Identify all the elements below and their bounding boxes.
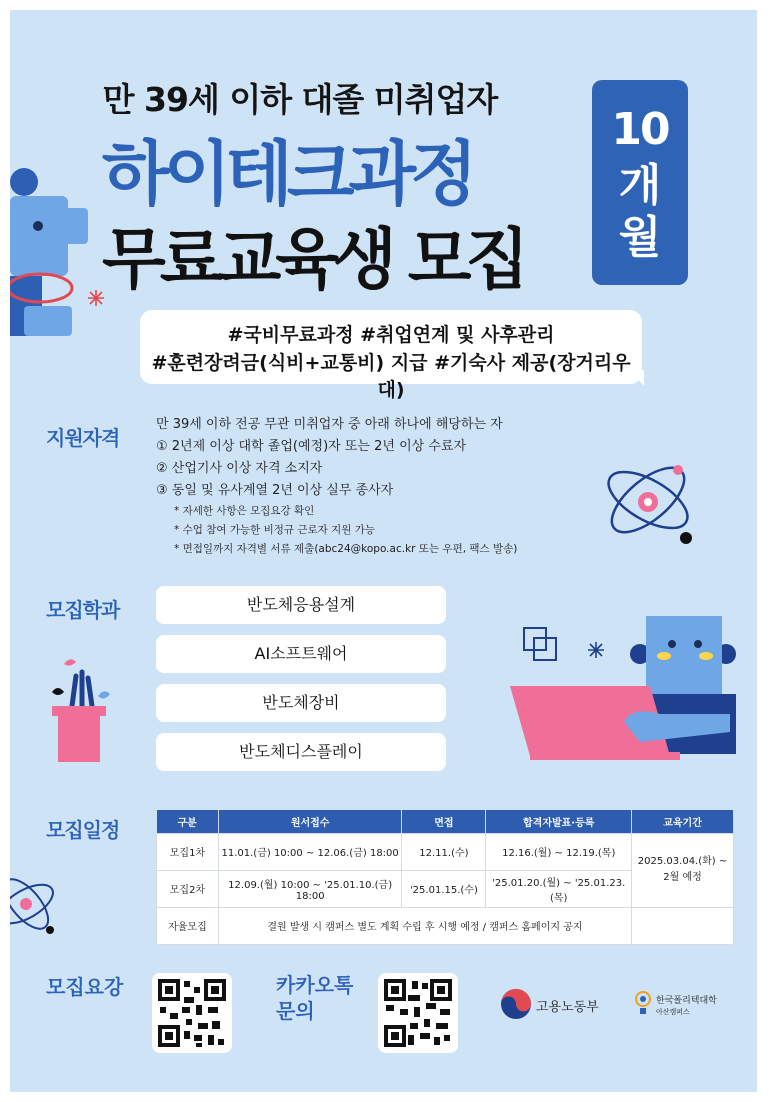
round-cell: 자율모집	[157, 907, 219, 944]
eligibility-body	[156, 414, 517, 559]
department-item: 반도체디스플레이	[156, 733, 446, 771]
table-header: 원서접수	[218, 810, 402, 833]
qr-code-icon	[152, 973, 232, 1053]
result-cell: '25.01.20.(월) ~ '25.01.23.(목)	[486, 870, 632, 907]
interview-cell: '25.01.15.(수)	[402, 870, 486, 907]
department-item: AI소프트웨어	[156, 635, 446, 673]
department-item: 반도체장비	[156, 684, 446, 722]
hashtag-bubble	[140, 310, 642, 401]
robot-character-left-illustration	[10, 160, 100, 350]
hashtag-line-1: #국비무료과정 #취업연계 및 사후관리	[227, 324, 555, 346]
round-cell: 모집2차	[157, 870, 219, 907]
apply-cell: 12.09.(월) 10:00 ~ '25.01.10.(금) 18:00	[218, 870, 402, 907]
atom-illustration	[598, 450, 698, 550]
ministry-logo-icon	[500, 988, 532, 1020]
table-header: 합격자발표·등록	[486, 810, 632, 833]
duration-unit: 개 월	[618, 160, 662, 263]
round-cell: 모집1차	[157, 833, 219, 870]
ministry-name: 고용노동부	[536, 1000, 599, 1015]
duration-number: 10	[611, 104, 669, 155]
kakao-qr-code[interactable]	[378, 973, 458, 1053]
college-name: 한국폴리텍대학 아산캠퍼스	[656, 996, 717, 1016]
eligibility-item: ③ 동일 및 유사계열 2년 이상 실무 종사자	[156, 483, 394, 498]
plant-pot-illustration	[46, 656, 116, 766]
schedule-table	[156, 810, 734, 945]
poster	[10, 10, 757, 1092]
hashtag-line-2: #훈련장려금(식비+교통비) 지급 #기숙사 제공(장거리우대)	[151, 352, 631, 401]
guide-qr-code[interactable]	[152, 973, 232, 1053]
table-row	[157, 907, 734, 944]
atom-small-illustration	[10, 860, 70, 950]
eligibility-note: * 수업 참여 가능한 비정규 근로자 지원 가능	[174, 524, 376, 536]
result-cell: 12.16.(월) ~ 12.19.(목)	[486, 833, 632, 870]
eligibility-item: ② 산업기사 이상 자격 소지자	[156, 461, 323, 476]
kakao-inquiry-label: 카카오톡 문의	[276, 973, 354, 1023]
bubble-tail	[630, 370, 644, 386]
duration-badge	[592, 80, 688, 285]
recruit-title: 무료교육생 모집	[102, 221, 524, 298]
eligibility-note: * 면접일까지 자격별 서류 제출(abc24@kopo.ac.kr 또는 우편, 팩스 발송)	[174, 543, 518, 555]
table-row	[157, 833, 734, 870]
table-header: 교육기간	[632, 810, 734, 833]
interview-cell: 12.11.(수)	[402, 833, 486, 870]
self-recruit-note: 결원 발생 시 캠퍼스 별도 계획 수립 후 시행 예정 / 캠퍼스 홈페이지 공지	[218, 907, 631, 944]
department-item: 반도체응용설계	[156, 586, 446, 624]
robot-laptop-illustration	[500, 606, 750, 766]
eligibility-item: ① 2년제 이상 대학 졸업(예정)자 또는 2년 이상 수료자	[156, 439, 467, 454]
eligibility-intro: 만 39세 이하 전공 무관 미취업자 중 아래 하나에 해당하는 자	[156, 417, 503, 432]
table-header: 구분	[157, 810, 219, 833]
apply-cell: 11.01.(금) 10:00 ~ 12.06.(금) 18:00	[218, 833, 402, 870]
departments-label: 모집학과	[46, 598, 120, 622]
eligibility-label: 지원자격	[46, 426, 120, 450]
qr-code-icon	[378, 973, 458, 1053]
empty-cell	[632, 907, 734, 944]
schedule-label: 모집일정	[46, 818, 120, 842]
guide-label: 모집요강	[46, 975, 124, 999]
main-title: 하이테크과정	[102, 133, 472, 215]
subtitle: 만 39세 이하 대졸 미취업자	[102, 80, 498, 119]
table-header: 면접	[402, 810, 486, 833]
eligibility-note: * 자세한 사항은 모집요강 확인	[174, 505, 315, 517]
polytech-logo-icon	[632, 990, 654, 1016]
period-cell: 2025.03.04.(화) ~ 2월 예정	[632, 833, 734, 907]
